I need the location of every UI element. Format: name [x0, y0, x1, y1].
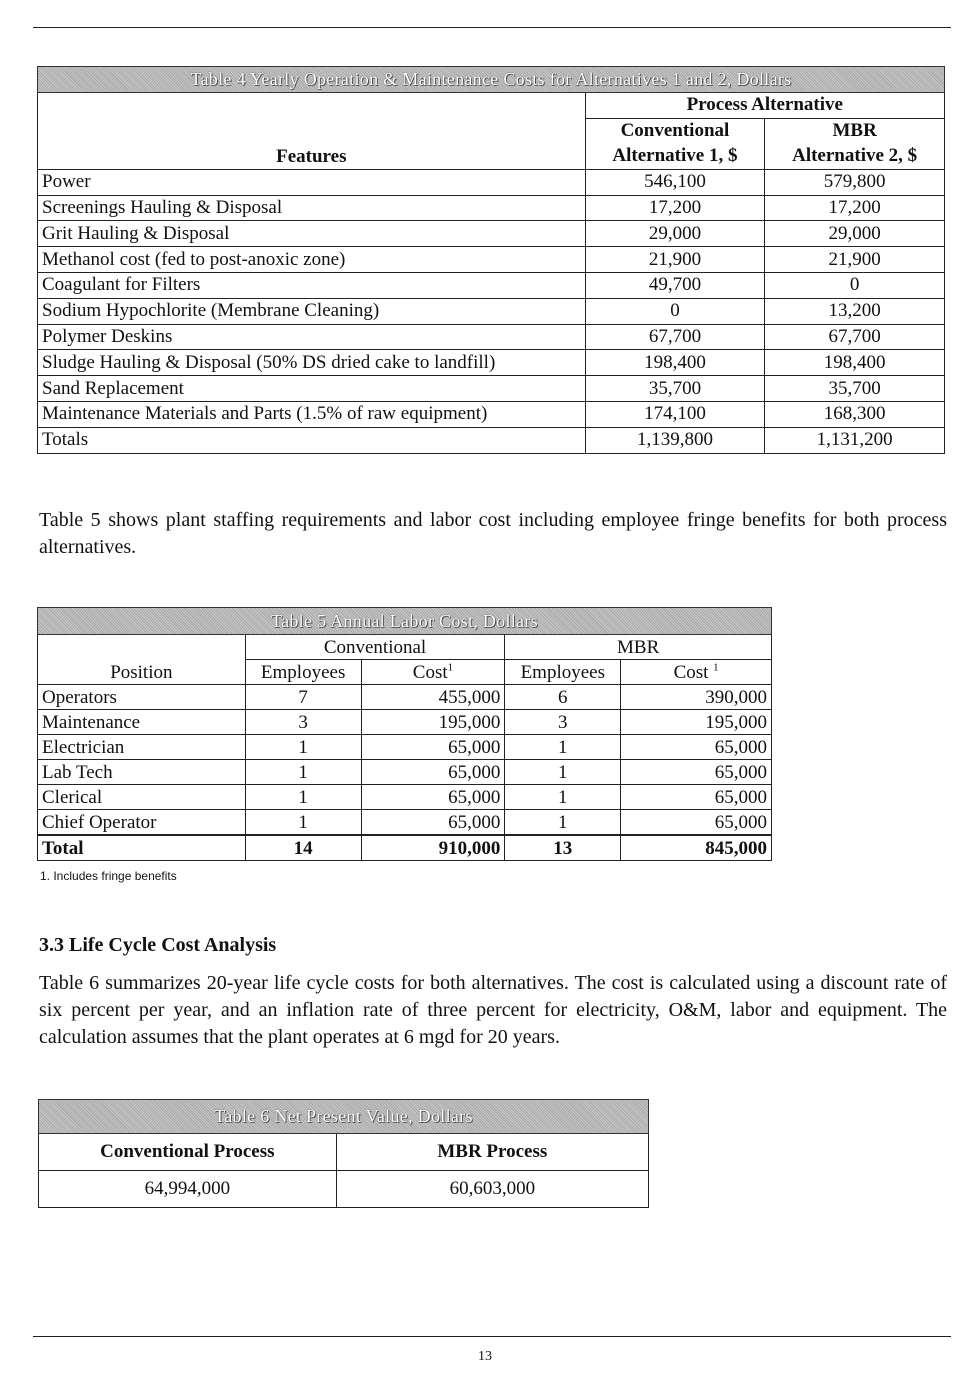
conv-cost-cell: 65,000 [361, 735, 505, 760]
alt1-cell: 17,200 [585, 195, 765, 221]
mbr-cost-cell: 65,000 [621, 735, 772, 760]
mbr-cost-header: Cost $^1$ [621, 660, 772, 685]
conv-employees-cell: 1 [245, 735, 361, 760]
conv-employees-cell: 3 [245, 710, 361, 735]
mbr-cost-cell: 65,000 [621, 785, 772, 810]
table-row [38, 427, 945, 453]
alt1-cell: 198,400 [585, 350, 765, 376]
conv-cost-cell: 195,000 [361, 710, 505, 735]
mbr-cost-cell: 390,000 [621, 685, 772, 710]
table-row [38, 685, 772, 710]
alt1-header-bottom: Alternative 1, $ [585, 144, 765, 170]
conv-employees-cell: 1 [245, 785, 361, 810]
feature-cell: Screenings Hauling & Disposal [38, 195, 586, 221]
position-header: Position [38, 635, 246, 685]
feature-cell: Maintenance Materials and Parts (1.5% of raw equipment) [38, 401, 586, 427]
alt2-cell: 1,131,200 [765, 427, 945, 453]
alt1-cell: 174,100 [585, 401, 765, 427]
conv-cost-cell: 65,000 [361, 810, 505, 836]
alt1-cell: 49,700 [585, 272, 765, 298]
conventional-process-header: Conventional Process [39, 1134, 337, 1171]
alt2-cell: 35,700 [765, 376, 945, 402]
conv-cost-cell: 65,000 [361, 760, 505, 785]
features-header: Features [38, 92, 586, 169]
feature-cell: Sodium Hypochlorite (Membrane Cleaning) [38, 298, 586, 324]
top-rule [33, 27, 951, 28]
alt1-cell: 67,700 [585, 324, 765, 350]
position-cell: Lab Tech [38, 760, 246, 785]
table-5-footnote: 1. Includes fringe benefits [40, 869, 177, 883]
mbr-npv-value: 60,603,000 [336, 1171, 648, 1208]
alt1-cell: 0 [585, 298, 765, 324]
alt2-cell: 168,300 [765, 401, 945, 427]
table-4-title: Table 4 Yearly Operation & Maintenance Costs for Alternatives 1 and 2, Dollars [38, 67, 945, 93]
mbr-process-header: MBR Process [336, 1134, 648, 1171]
mbr-cost-cell: 65,000 [621, 760, 772, 785]
position-cell: Maintenance [38, 710, 246, 735]
bottom-rule [33, 1336, 951, 1337]
section-heading: 3.3 Life Cycle Cost Analysis [39, 934, 277, 956]
table-row [38, 760, 772, 785]
feature-cell: Sludge Hauling & Disposal (50% DS dried cake to landfill) [38, 350, 586, 376]
feature-cell: Power [38, 169, 586, 195]
feature-cell: Sand Replacement [38, 376, 586, 402]
table-row [38, 247, 945, 273]
alt2-header-bottom: Alternative 2, $ [765, 144, 945, 170]
table-4-om-costs [37, 66, 945, 454]
conv-cost-cell: 65,000 [361, 785, 505, 810]
total-conv-employees: 14 [245, 835, 361, 861]
process-alternative-header: Process Alternative [585, 92, 944, 118]
table-6-net-present-value [38, 1099, 649, 1208]
table-row [38, 221, 945, 247]
conventional-group-header: Conventional [245, 635, 505, 660]
table-row [38, 272, 945, 298]
feature-cell: Grit Hauling & Disposal [38, 221, 586, 247]
feature-cell: Methanol cost (fed to post-anoxic zone) [38, 247, 586, 273]
conv-employees-header: Employees [245, 660, 361, 685]
table-row [38, 810, 772, 836]
feature-cell: Polymer Deskins [38, 324, 586, 350]
alt2-cell: 67,700 [765, 324, 945, 350]
position-cell: Operators [38, 685, 246, 710]
table-row [38, 401, 945, 427]
mbr-employees-cell: 1 [505, 810, 621, 836]
mbr-employees-header: Employees [505, 660, 621, 685]
alt1-cell: 546,100 [585, 169, 765, 195]
table-row [38, 169, 945, 195]
mbr-employees-cell: 3 [505, 710, 621, 735]
alt2-cell: 0 [765, 272, 945, 298]
paragraph-table5-intro: Table 5 shows plant staffing requirements and labor cost including employee fringe benefits for both process alternatives. [39, 509, 947, 558]
total-label: Total [38, 835, 246, 861]
alt1-cell: 1,139,800 [585, 427, 765, 453]
table-5-labor-cost [37, 607, 772, 861]
total-mbr-cost: 845,000 [621, 835, 772, 861]
conv-employees-cell: 7 [245, 685, 361, 710]
conv-employees-cell: 1 [245, 760, 361, 785]
page-number: 13 [478, 1349, 492, 1364]
conv-employees-cell: 1 [245, 810, 361, 836]
table-row [38, 710, 772, 735]
alt2-cell: 198,400 [765, 350, 945, 376]
total-conv-cost: 910,000 [361, 835, 505, 861]
conventional-npv-value: 64,994,000 [39, 1171, 337, 1208]
mbr-cost-cell: 65,000 [621, 810, 772, 836]
feature-cell: Totals [38, 427, 586, 453]
table-row [38, 376, 945, 402]
alt2-cell: 13,200 [765, 298, 945, 324]
table-row [38, 735, 772, 760]
alt2-cell: 29,000 [765, 221, 945, 247]
table-row [38, 324, 945, 350]
mbr-employees-cell: 1 [505, 785, 621, 810]
total-mbr-employees: 13 [505, 835, 621, 861]
table-row [38, 785, 772, 810]
position-cell: Clerical [38, 785, 246, 810]
alt2-cell: 579,800 [765, 169, 945, 195]
table-6-title: Table 6 Net Present Value, Dollars [39, 1100, 649, 1134]
alt2-header-top: MBR [765, 118, 945, 144]
mbr-employees-cell: 1 [505, 735, 621, 760]
alt1-cell: 29,000 [585, 221, 765, 247]
conv-cost-cell: 455,000 [361, 685, 505, 710]
table-row [38, 350, 945, 376]
paragraph-life-cycle: Table 6 summarizes 20-year life cycle costs for both alternatives. The cost is calculated using a discount rate of six percent per year, and an inflation rate of three percent for electricity, O&M, labor and equipment. The calculation assumes that the plant operates at 6 mgd for 20 years. [39, 972, 947, 1048]
position-cell: Electrician [38, 735, 246, 760]
table-5-title: Table 5 Annual Labor Cost, Dollars [38, 608, 772, 635]
alt1-header-top: Conventional [585, 118, 765, 144]
table-row [38, 298, 945, 324]
table-row [38, 195, 945, 221]
alt1-cell: 35,700 [585, 376, 765, 402]
conv-cost-header: Cost$^1$ [361, 660, 505, 685]
feature-cell: Coagulant for Filters [38, 272, 586, 298]
alt1-cell: 21,900 [585, 247, 765, 273]
mbr-employees-cell: 1 [505, 760, 621, 785]
mbr-cost-cell: 195,000 [621, 710, 772, 735]
alt2-cell: 21,900 [765, 247, 945, 273]
mbr-group-header: MBR [505, 635, 772, 660]
alt2-cell: 17,200 [765, 195, 945, 221]
mbr-employees-cell: 6 [505, 685, 621, 710]
position-cell: Chief Operator [38, 810, 246, 836]
